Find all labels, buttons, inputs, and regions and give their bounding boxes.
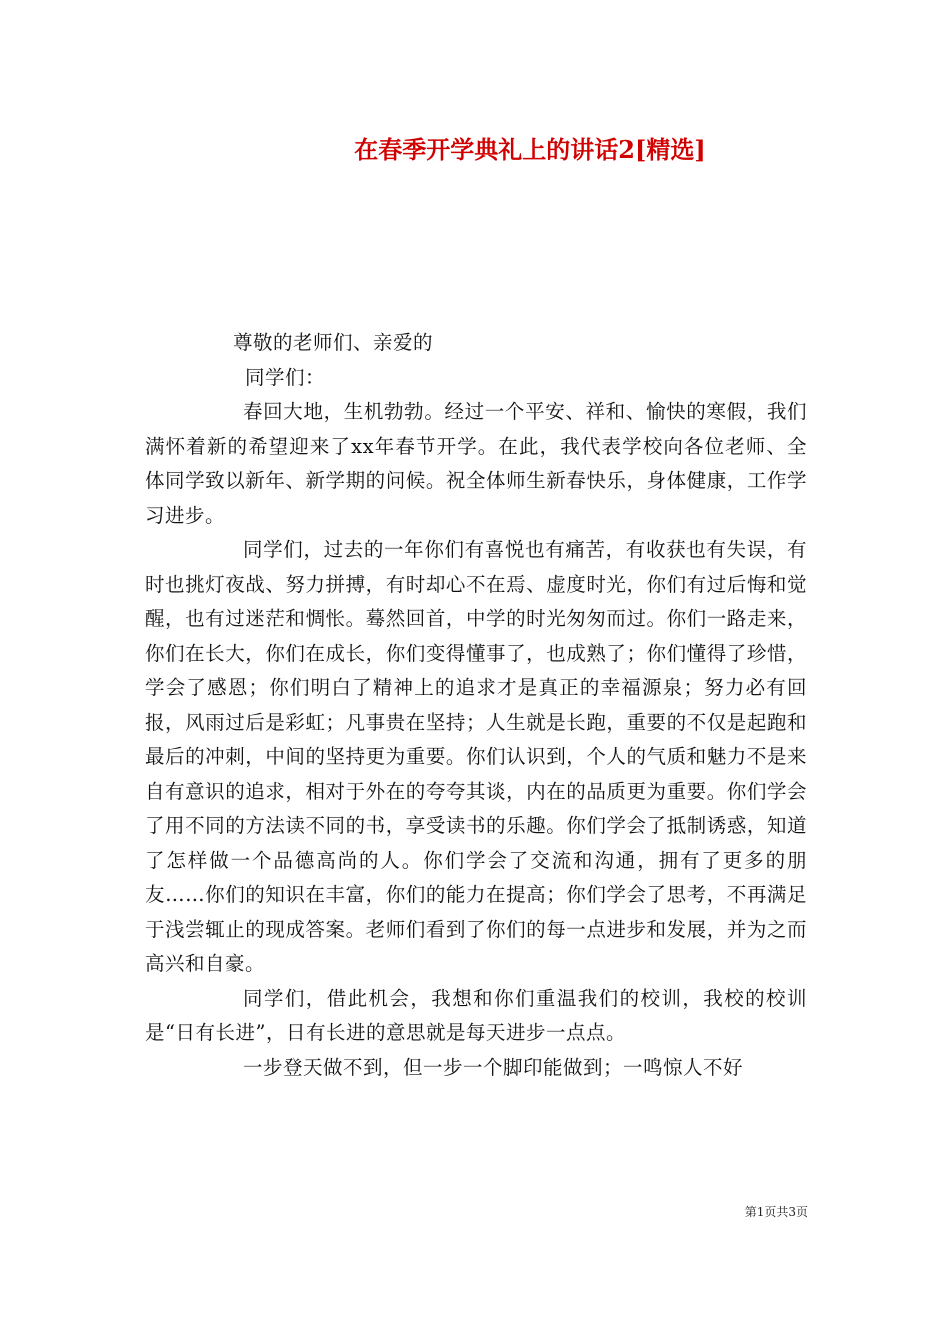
paragraph-3: 同学们，借此机会，我想和你们重温我们的校训，我校的校训是“日有长进”，日有长进的意思就是每天进步一点点。 bbox=[145, 986, 807, 1044]
document-body bbox=[145, 326, 807, 1085]
paragraph-2: 同学们，过去的一年你们有喜悦也有痛苦，有收获也有失误，有时也挑灯夜战、努力拼搏，有时却心不在焉、虚度时光，你们有过后悔和觉醒，也有过迷茫和惆怅。蓦然回首，中学的时光匆匆而过。你们一路走来，你们在长大，你们在成长，你们变得懂事了，也成熟了；你们懂得了珍惜，学会了感恩；你们明白了精神上的追求才是真正的幸福源泉；努力必有回报，风雨过后是彩虹；凡事贵在坚持；人生就是长跑，重要的不仅是起跑和最后的冲刺，中间的坚持更为重要。你们认识到，个人的气质和魅力不是来自有意识的追求，相对于外在的夸夸其谈，内在的品质更为重要。你们学会了用不同的方法读不同的书，享受读书的乐趣。你们学会了抵制诱惑，知道了怎样做一个品德高尚的人。你们学会了交流和沟通，拥有了更多的朋友……你们的知识在丰富，你们的能力在提高；你们学会了思考，不再满足于浅尝辄止的现成答案。老师们看到了你们的每一点进步和发展，并为之而高兴和自豪。 bbox=[145, 538, 807, 975]
paragraph-1: 春回大地，生机勃勃。经过一个平安、祥和、愉快的寒假，我们满怀着新的希望迎来了xx年春节开学。在此，我代表学校向各位老师、全体同学致以新年、新学期的问候。祝全体师生新春快乐，身体健康，工作学习进步。 bbox=[145, 400, 807, 527]
salutation-line-2: 同学们： bbox=[245, 365, 326, 389]
paragraph-4: 一步登天做不到，但一步一个脚印能做到；一鸣惊人不好 bbox=[243, 1055, 744, 1079]
page-title: 在春季开学典礼上的讲话2[精选] bbox=[354, 135, 706, 164]
salutation-line-1: 尊敬的老师们、亲爱的 bbox=[233, 331, 434, 354]
page-number-footer: 第1页共3页 bbox=[744, 1205, 808, 1219]
